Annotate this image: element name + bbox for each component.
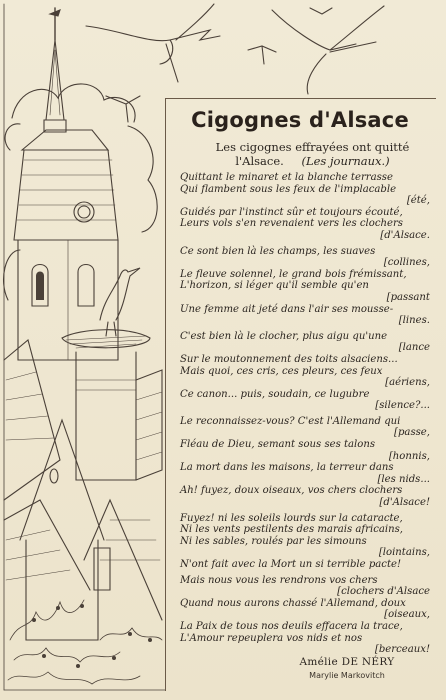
epigraph-line-1: Les cigognes effrayées ont quitté: [215, 140, 410, 154]
poem-line: [aériens,: [385, 377, 430, 389]
epigraph-line-2: [200, 154, 425, 168]
poem-line: Le reconnaissez-vous? C'est l'Allemand qui: [180, 415, 401, 427]
epigraph-source: (Les journaux.): [301, 154, 390, 168]
poem-line: Ah! fuyez, doux oiseaux, vos chers clochers: [180, 485, 403, 497]
poem-line: Ce canon... puis, soudain, ce lugubre: [180, 388, 370, 400]
poem-title: Cigognes d'Alsace: [191, 108, 409, 132]
poem-stanza: [180, 416, 430, 509]
author-last-name: DE NÉRY: [341, 656, 395, 668]
poem-line: [berceaux!: [374, 644, 430, 656]
poem-line: [lines.: [398, 315, 430, 327]
illustrator-credit: Marylie Markovitch: [309, 671, 385, 680]
poem-stanza: [180, 246, 430, 327]
poem-line: Sur le moutonnement des toits alsaciens...: [180, 353, 398, 365]
poem-line: Mais quoi, ces cris, ces pleurs, ces feux: [180, 365, 383, 377]
poem-line: [oiseaux,: [384, 609, 430, 621]
poem-line: Ni les vents pestilents des marais africains,: [180, 524, 403, 536]
poem-line: Le fleuve solennel, le grand bois frémissant,: [180, 268, 407, 280]
author-first-name: Amélie: [299, 656, 338, 668]
poem-stanza: [180, 331, 430, 412]
poem-line: Qui flambent sous les feux de l'implacable: [180, 183, 397, 195]
poem-line: [lance: [398, 342, 430, 354]
author-signature: [272, 656, 422, 668]
poem-line: N'ont fait avec la Mort un si terrible pacte!: [180, 559, 402, 570]
poem-line: [d'Alsace!: [379, 497, 430, 509]
poem-line: Quittant le minaret et la blanche terrasse: [180, 172, 393, 183]
epigraph-text: l'Alsace.: [235, 154, 284, 168]
poem-line: Ce sont bien là les champs, les suaves: [180, 245, 376, 257]
poem-line: Une femme ait jeté dans l'air ses mousse-: [180, 303, 394, 315]
poem-line: Leurs vols s'en revenaient vers les clochers: [180, 218, 403, 230]
poem-stanza: [180, 513, 430, 571]
stork-flying-2: [272, 6, 384, 94]
stork-flying-3: [248, 46, 276, 64]
poem-line: La Paix de tous nos deuils effacera la trace,: [180, 620, 403, 632]
poem-line: La mort dans les maisons, la terreur dans: [180, 462, 394, 474]
poem-line: [clochers d'Alsace: [337, 586, 430, 598]
poem-line: [collines,: [383, 257, 430, 269]
poem-line: [d'Alsace.: [380, 229, 430, 241]
poem-line: C'est bien là le clocher, plus aigu qu'une: [180, 330, 388, 342]
poem-line: Quand nous aurons chassé l'Allemand, doux: [180, 597, 406, 609]
poem-stanza: [180, 575, 430, 656]
poem-body: [180, 172, 430, 660]
poem-line: [les nids...: [377, 473, 430, 485]
poem-line: [passe,: [394, 427, 430, 439]
epigraph: [200, 140, 425, 168]
poem-line: [silence?...: [375, 400, 430, 412]
poem-line: Mais nous vous les rendrons vos chers: [180, 574, 378, 586]
poem-line: [honnis,: [388, 450, 430, 462]
poem-line: Fléau de Dieu, semant sous ses talons: [180, 439, 376, 451]
poem-line: L'horizon, si léger qu'il semble qu'en: [180, 280, 369, 292]
poem-line: [lointains,: [378, 547, 430, 559]
poem-line: L'Amour repeuplera vos nids et nos: [180, 632, 363, 644]
poem-stanza: [180, 172, 430, 242]
poem-line: [passant: [386, 291, 430, 303]
poem-line: Ni les sables, roulés par les simouns: [180, 535, 367, 547]
poem-line: Fuyez! ni les soleils lourds sur la cataracte,: [180, 512, 403, 524]
stork-flying-4: [310, 8, 332, 14]
poem-line: Guidés par l'instinct sûr et toujours écouté,: [180, 206, 403, 218]
poem-line: [été,: [406, 195, 430, 207]
stork-flying-1: [86, 4, 220, 82]
